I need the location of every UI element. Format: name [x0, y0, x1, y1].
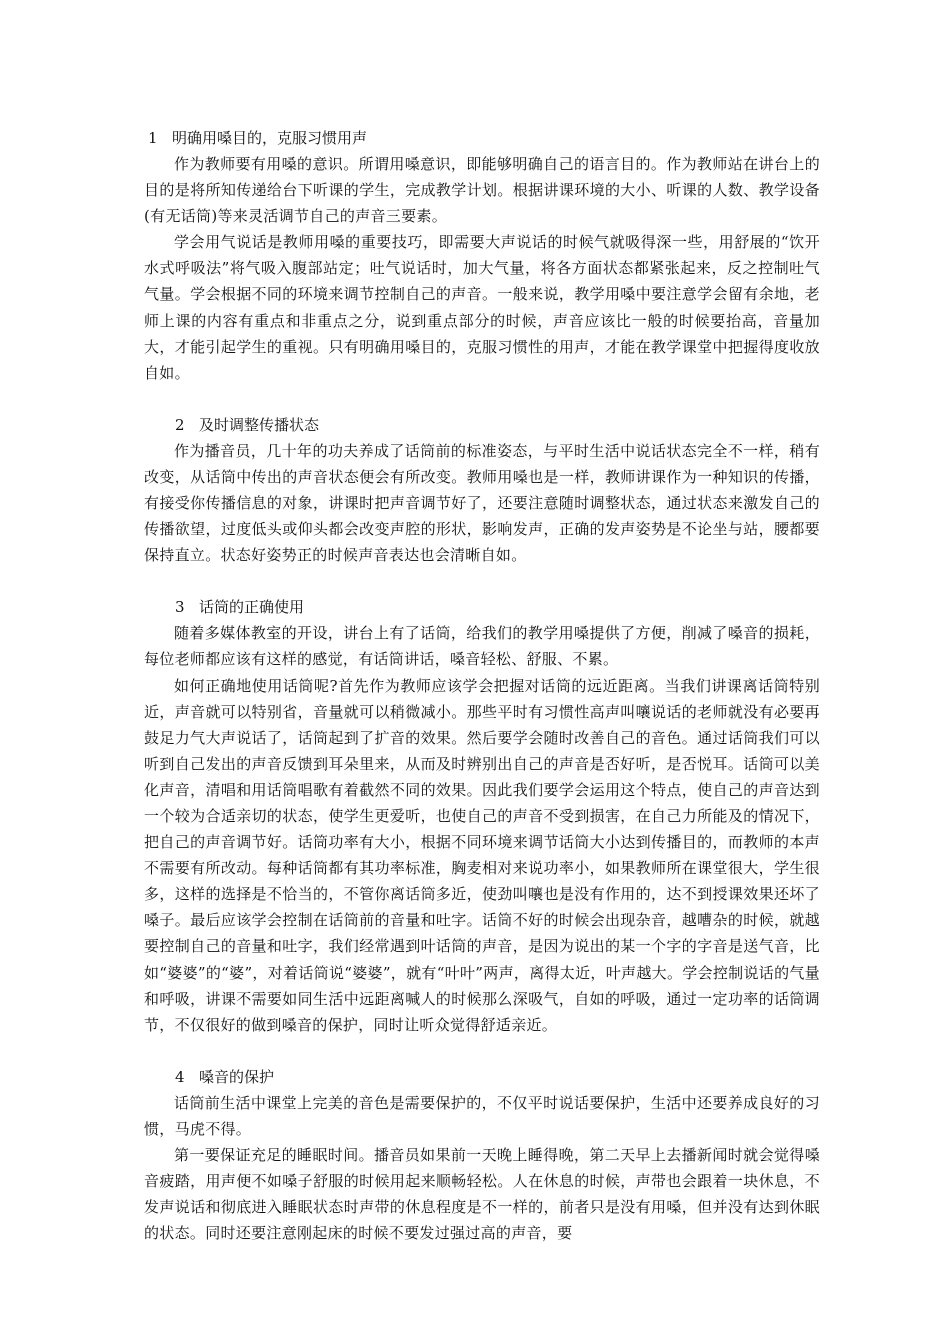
section-4-paragraph-1: 话筒前生活中课堂上完美的音色是需要保护的，不仅平时说话要保护，生活中还要养成良好的习惯，马虎不得。 — [144, 1093, 820, 1138]
section-gap — [144, 1038, 820, 1064]
section-gap — [144, 568, 820, 594]
section-3-paragraph-2: 如何正确地使用话筒呢?首先作为教师应该学会把握对话筒的远近距离。当我们讲课离话筒特别近，声音就可以特别省，音量就可以稍微减小。那些平时有习惯性高声叫嚷说话的老师就没有必要再鼓足力气大声说话了，话筒起到了扩音的效果。然后要学会随时改善自己的音色。通过话筒我们可以听到自己发出的声音反馈到耳朵里来，从而及时辨别出自己的声音是否好听，是否悦耳。话筒可以美化声音，清唱和用话筒唱歌有着截然不同的效果。因此我们要学会运用这个特点，使自己的声音达到一个较为合适亲切的状态，使学生更爱听，也使自己的声音不受到损害，在自己力所能及的情况下，把自己的声音调节好。话筒功率有大小，根据不同环境来调节话筒大小达到传播目的，而教师的本声不需要有所改动。每种话筒都有其功率标准，胸麦相对来说功率小，如果教师所在课堂很大，学生很多，这样的选择是不恰当的，不管你离话筒多近，使劲叫嚷也是没有作用的，达不到授课效果还坏了嗓子。最后应该学会控制在话筒前的音量和吐字。话筒不好的时候会出现杂音，越嘈杂的时候，就越要控制自己的音量和吐字，我们经常遇到叶话筒的声音，是因为说出的某一个字的字音是送气音，比如“婆婆”的“婆”，对着话筒说“婆婆”，就有“叶叶”两声，离得太近，叶声越大。学会控制说话的气量和呼吸，讲课不需要如同生活中远距离喊人的时候那么深吸气，自如的呼吸，通过一定功率的话筒调节，不仅很好的做到嗓音的保护，同时让听众觉得舒适亲近。 — [144, 676, 820, 1034]
section-4-number: 4 — [175, 1067, 185, 1086]
section-3-title: 话筒的正确使用 — [199, 598, 305, 617]
section-gap — [144, 386, 820, 412]
section-2-title: 及时调整传播状态 — [199, 415, 320, 434]
section-1-title: 明确用嗓目的，克服习惯用声 — [172, 129, 368, 147]
section-4-heading — [144, 1064, 820, 1090]
section-4-paragraph-2: 第一要保证充足的睡眠时间。播音员如果前一天晚上睡得晚，第二天早上去播新闻时就会觉得嗓音疲踏，用声便不如嗓子舒服的时候用起来顺畅轻松。人在休息的时候，声带也会跟着一块休息，不发声说话和彻底进入睡眠状态时声带的休息程度是不一样的，前者只是没有用嗓，但并没有达到休眠的状态。同时还要注意刚起床的时候不要发过强过高的声音，要 — [144, 1146, 820, 1243]
section-1-paragraph-2: 学会用气说话是教师用嗓的重要技巧，即需要大声说话的时候气就吸得深一些，用舒展的“饮开水式呼吸法”将气吸入腹部站定；吐气说话时，加大气量，将各方面状态都紧张起来，反之控制吐气气量。学会根据不同的环境来调节控制自己的声音。一般来说，教学用嗓中要注意学会留有余地，老师上课的内容有重点和非重点之分，说到重点部分的时候，声音应该比一般的时候要抬高，音量加大，才能引起学生的重视。只有明确用嗓目的，克服习惯性的用声，才能在教学课堂中把握得度收放自如。 — [144, 233, 820, 382]
section-3-paragraph-1: 随着多媒体教室的开设，讲台上有了话筒，给我们的教学用嗓提供了方便，削减了嗓音的损耗，每位老师都应该有这样的感觉，有话筒讲话，嗓音轻松、舒服、不累。 — [144, 624, 820, 669]
document-page — [144, 125, 820, 1246]
section-2-paragraph-1: 作为播音员，几十年的功夫养成了话筒前的标准姿态，与平时生活中说话状态完全不一样，稍有改变，从话筒中传出的声音状态便会有所改变。教师用嗓也是一样，教师讲课作为一种知识的传播，有接受你传播信息的对象，讲课时把声音调节好了，还要注意随时调整状态，通过状态来激发自己的传播欲望，过度低头或仰头都会改变声腔的形状，影响发声，正确的发声姿势是不论坐与站，腰都要保持直立。状态好姿势正的时候声音表达也会清晰自如。 — [144, 441, 820, 565]
section-2-number: 2 — [175, 415, 185, 434]
section-1-paragraph-1: 作为教师要有用嗓的意识。所谓用嗓意识，即能够明确自己的语言目的。作为教师站在讲台上的目的是将所知传递给台下听课的学生，完成教学计划。根据讲课环境的大小、听课的人数、教学设备(有无话筒)等来灵活调节自己的声音三要素。 — [144, 155, 820, 226]
section-1-number: 1 — [148, 129, 158, 147]
section-3-number: 3 — [175, 598, 185, 617]
section-4-title: 嗓音的保护 — [199, 1067, 275, 1086]
section-3-heading — [144, 594, 820, 620]
section-2-heading — [144, 412, 820, 438]
section-1-heading — [144, 125, 820, 151]
